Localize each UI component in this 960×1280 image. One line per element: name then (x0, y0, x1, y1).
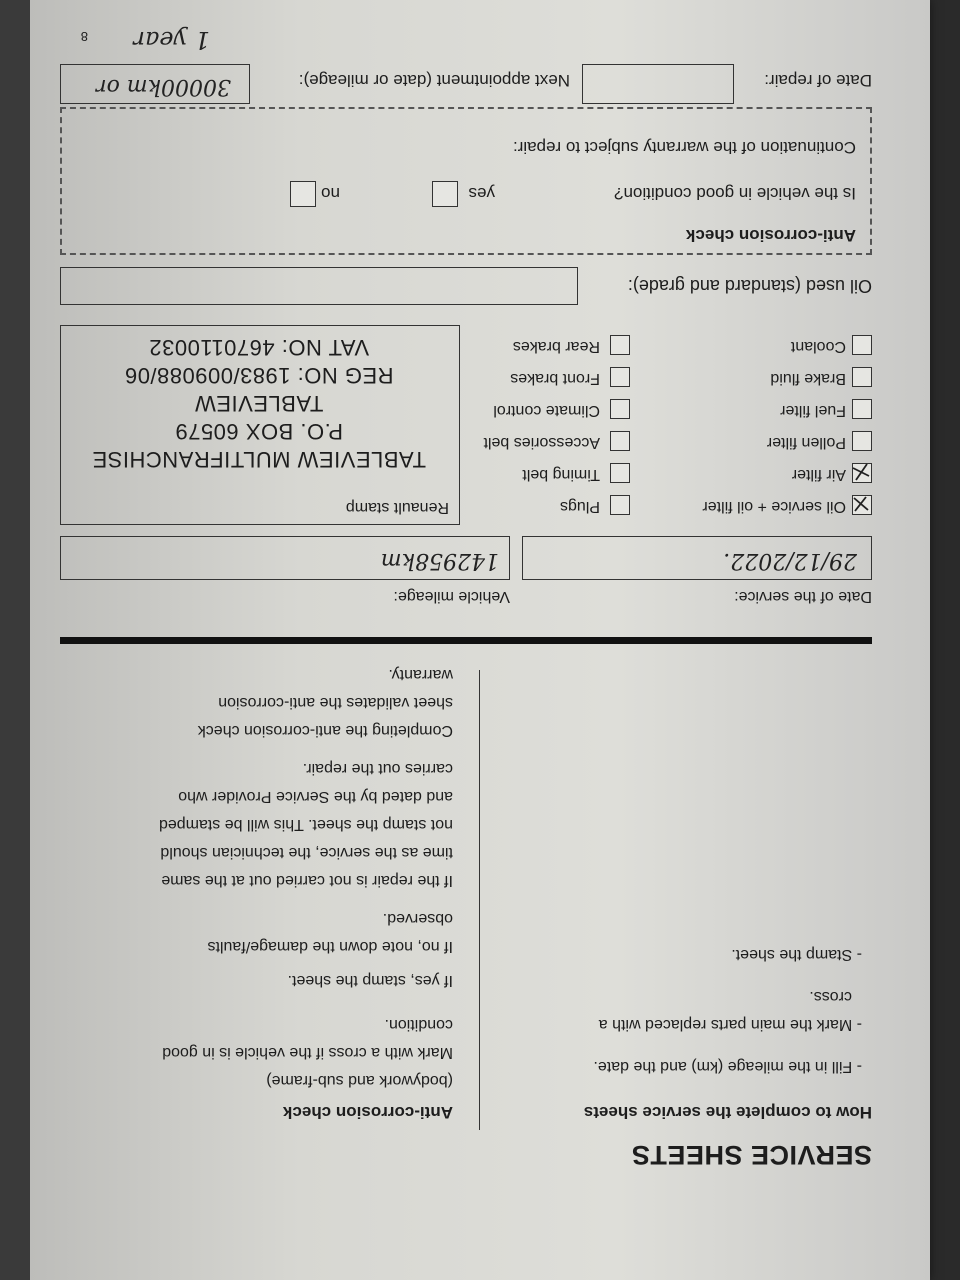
checklist-label: Plugs (559, 498, 600, 515)
checklist-label: Pollen filter (766, 434, 846, 451)
booklet-binding-left (930, 0, 960, 1280)
anticorrosion-info-line: carries out the repair. (302, 760, 453, 777)
anticorrosion-info-line: If no, note down the damage/faults (207, 938, 453, 955)
no-label: no (321, 184, 340, 203)
anticorrosion-info-line: not stamp the sheet. This will be stamped (158, 816, 453, 833)
next-appointment-field[interactable] (60, 64, 250, 104)
checklist-label: Oil service + oil filter (702, 498, 846, 515)
instruction-item: - Stamp the sheet. (731, 946, 862, 963)
continuation-label: Continuation of the warranty subject to repair: (512, 138, 856, 157)
checklist-label: Climate control (493, 402, 600, 419)
checkbox-timing-belt[interactable] (610, 463, 630, 483)
yes-checkbox[interactable] (432, 181, 458, 207)
anticorrosion-info-line: If the repair is not carried out at the same (161, 872, 453, 889)
stamp-line: TABLEVIEW MULTIFRANCHISE (92, 447, 426, 472)
checklist-label: Front brakes (510, 370, 600, 387)
checklist-label: Coolant (790, 338, 846, 355)
checkbox-oil-service[interactable] (852, 495, 872, 515)
checklist-label: Rear brakes (512, 338, 600, 355)
stamp-line: REG NO: 1983/009088/06 (124, 363, 394, 388)
booklet-binding-right (0, 0, 30, 1280)
instruction-item: - Fill in the mileage (km) and the date. (593, 1058, 862, 1075)
checkbox-brake-fluid[interactable] (852, 367, 872, 387)
anticorrosion-info-line: condition. (384, 1016, 453, 1033)
anticorrosion-info-line: sheet validates the anti-corrosion (218, 694, 453, 711)
anticorrosion-info-line: time as the service, the technician should (160, 844, 453, 861)
anticorrosion-info-line: Mark with a cross if the vehicle is in good (162, 1044, 453, 1061)
oil-used-field[interactable] (60, 267, 578, 305)
anticorrosion-info-line: warranty. (388, 666, 453, 683)
next-appointment-label: Next appointment (date or mileage): (298, 71, 570, 90)
service-date-field[interactable] (522, 536, 872, 580)
stamp-line: VAT NO: 4670110032 (148, 335, 370, 360)
date-of-repair-label: Date of repair: (764, 71, 872, 90)
checklist-label: Brake fluid (770, 370, 846, 387)
stamp-line: P.O. BOX 60579 (174, 419, 344, 444)
anticorrosion-info-line: and dated by the Service Provider who (178, 788, 453, 805)
instruction-item: - Mark the main parts replaced with a (598, 1016, 862, 1033)
checkbox-fuel-filter[interactable] (852, 399, 872, 419)
anticorrosion-info-line: Completing the anti-corrosion check (197, 722, 453, 739)
checklist-label: Fuel filter (780, 402, 846, 419)
checklist-label: Air filter (791, 466, 846, 483)
no-checkbox[interactable] (290, 181, 316, 207)
anticorrosion-info-line: If yes, stamp the sheet. (287, 972, 453, 989)
next-appointment-value: 30000km or (96, 74, 231, 99)
checkbox-air-filter[interactable] (852, 463, 872, 483)
column-divider (479, 670, 480, 1130)
stamp-label: Renault stamp (345, 499, 449, 516)
checklist-label: Timing belt (522, 466, 600, 483)
yes-label: yes (468, 184, 495, 203)
checkbox-coolant[interactable] (852, 335, 872, 355)
oil-used-label: Oil used (standard and grade): (627, 276, 872, 296)
vehicle-mileage-value: 142958km (380, 548, 499, 573)
cross-mark-icon (851, 494, 871, 514)
section-divider-bar (60, 637, 872, 644)
vehicle-mileage-label: Vehicle mileage: (393, 588, 510, 605)
vehicle-mileage-field[interactable] (60, 536, 510, 580)
page-title: SERVICE SHEETS (631, 1140, 872, 1170)
checkbox-front-brakes[interactable] (610, 367, 630, 387)
checklist-label: Accessories belt (483, 434, 600, 451)
checkbox-plugs[interactable] (610, 495, 630, 515)
anticorrosion-info-heading: Anti-corrosion check (282, 1103, 453, 1122)
anticorrosion-check-section (60, 107, 872, 255)
checkbox-pollen-filter[interactable] (852, 431, 872, 451)
date-of-repair-field[interactable] (582, 64, 734, 104)
service-sheet-page (30, 0, 930, 1280)
next-appointment-note: 1 year (133, 26, 210, 54)
anticorrosion-check-heading: Anti-corrosion check (685, 226, 856, 245)
anticorrosion-info-line: observed. (382, 910, 453, 927)
page-number: 8 (80, 29, 88, 44)
instruction-item: cross. (809, 988, 852, 1005)
checkbox-climate-control[interactable] (610, 399, 630, 419)
stamp-line: TABLEVIEW (194, 391, 324, 416)
checkbox-rear-brakes[interactable] (610, 335, 630, 355)
service-date-value: 29/12/2022. (723, 548, 857, 573)
service-date-label: Date of the service: (734, 588, 872, 605)
cross-mark-icon (851, 462, 871, 482)
condition-question: Is the vehicle in good condition? (614, 184, 856, 203)
anticorrosion-info-line: (bodywork and sub-frame) (266, 1072, 453, 1089)
checkbox-accessories-belt[interactable] (610, 431, 630, 451)
instructions-heading: How to complete the service sheets (583, 1103, 872, 1122)
renault-stamp-box[interactable] (60, 325, 460, 525)
